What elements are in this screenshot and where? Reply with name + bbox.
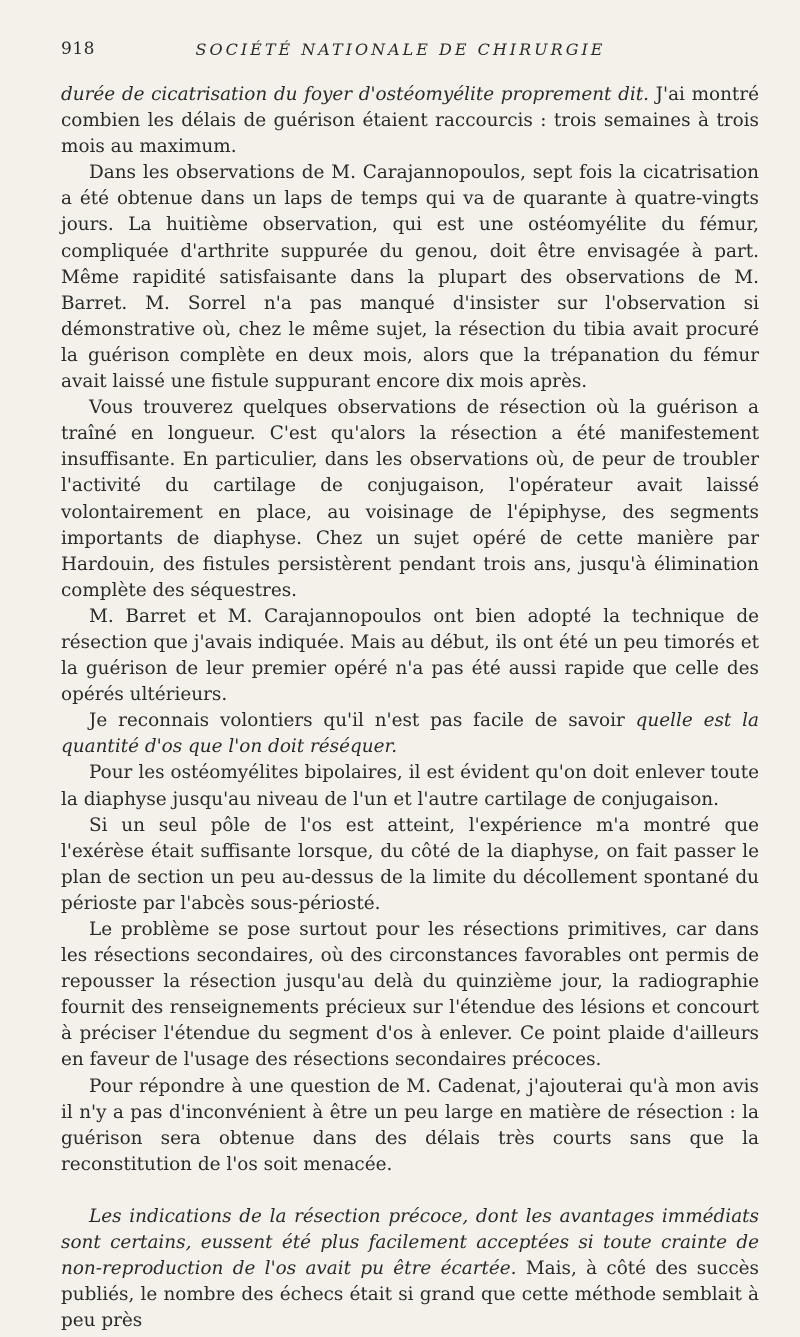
body-text <box>61 82 759 1334</box>
paragraph-text: Pour répondre à une question de M. Cadenat, j'ajouterai qu'à mon avis il n'y a pas d'inconvénient à être un peu large en matière de résection : la guérison sera obtenue dans des délais très courts sans que la reconstitution de l'os soit menacée. <box>61 1075 759 1175</box>
paragraph-italic-lead: durée de cicatrisation du foyer d'ostéomyélite proprement dit. <box>61 84 649 105</box>
page-header <box>61 37 740 61</box>
paragraph-italic-tail: quelle est la quantité d'os que l'on doit réséquer. <box>61 710 759 758</box>
paragraph <box>61 708 759 760</box>
paragraph <box>61 604 759 708</box>
paragraph-text: Mais, à côté des succès publiés, le nombre des échecs était si grand que cette méthode semblait à peu près <box>61 1258 759 1332</box>
page-number: 918 <box>61 39 95 59</box>
paragraph <box>61 1204 759 1334</box>
paragraph-text: Si un seul pôle de l'os est atteint, l'expérience m'a montré que l'exérèse était suffisante lorsque, du côté de la diaphyse, on fait passer le plan de section un peu au-dessus de la limite du décollement spontané du périoste par l'abcès sous-périosté. <box>61 814 759 914</box>
running-title: SOCIÉTÉ NATIONALE DE CHIRURGIE <box>195 39 606 59</box>
paragraph <box>61 160 759 395</box>
paragraph-italic-lead: Les indications de la résection précoce, dont les avantages immédiats sont certains, eussent été plus facilement acceptées si toute crainte de non-reproduction de l'os avait pu être écartée. <box>61 1205 759 1280</box>
paragraph <box>61 813 759 917</box>
paragraph <box>61 1074 759 1178</box>
paragraph-text: Dans les observations de M. Carajannopoulos, sept fois la cicatrisation a été obtenue dans un laps de temps qui va de quarante à quatre-vingts jours. La huitième observation, qui est une ostéomyélite du fémur, compliquée d'arthrite suppurée du genou, doit être envisagée à part. Même rapidité satisfaisante dans la plupart des observations de M. Barret. M. Sorrel n'a pas manqué d'insister sur l'observation si démonstrative où, chez le même sujet, la résection du tibia avait procuré la guérison complète en deux mois, alors que la trépanation du fémur avait laissé une fistule suppurant encore dix mois après. <box>61 162 759 393</box>
paragraph-text: Pour les ostéomyélites bipolaires, il est évident qu'on doit enlever toute la diaphyse jusqu'au niveau de l'un et l'autre cartilage de conjugaison. <box>61 762 759 810</box>
paragraph-text: M. Barret et M. Carajannopoulos ont bien adopté la technique de résection que j'avais indiquée. Mais au début, ils ont été un peu timorés et la guérison de leur premier opéré n'a pas été aussi rapide que celle des opérés ultérieurs. <box>61 605 759 706</box>
paragraph <box>61 760 759 812</box>
paragraph-text: Le problème se pose surtout pour les résections primitives, car dans les résections secondaires, où des circonstances favorables ont permis de repousser la résection jusqu'au delà du quinzième jour, la radiographie fournit des renseignements précieux sur l'étendue des lésions et concourt à préciser l'étendue du segment d'os à enlever. Ce point plaide d'ailleurs en faveur de l'usage des résections secondaires précoces. <box>61 919 759 1071</box>
paragraph <box>61 82 759 160</box>
paragraph <box>61 917 759 1074</box>
paragraph-text: Je reconnais volontiers qu'il n'est pas facile de savoir <box>89 710 636 732</box>
paragraph-text: Vous trouverez quelques observations de résection où la guérison a traîné en longueur. C'est qu'alors la résection a été manifestement insuffisante. En particulier, dans les observations où, de peur de troubler l'activité du cartilage de conjugaison, l'opérateur avait laissé volontairement en place, au voisinage de l'épiphyse, des segments importants de diaphyse. Chez un sujet opéré de cette manière par Hardouin, des fistules persistèrent pendant trois ans, jusqu'à élimination complète des séquestres. <box>61 397 759 601</box>
paragraph <box>61 395 759 604</box>
paragraph-text: J'ai montré combien les délais de guérison étaient raccourcis : trois semaines à trois mois au maximum. <box>61 84 759 158</box>
